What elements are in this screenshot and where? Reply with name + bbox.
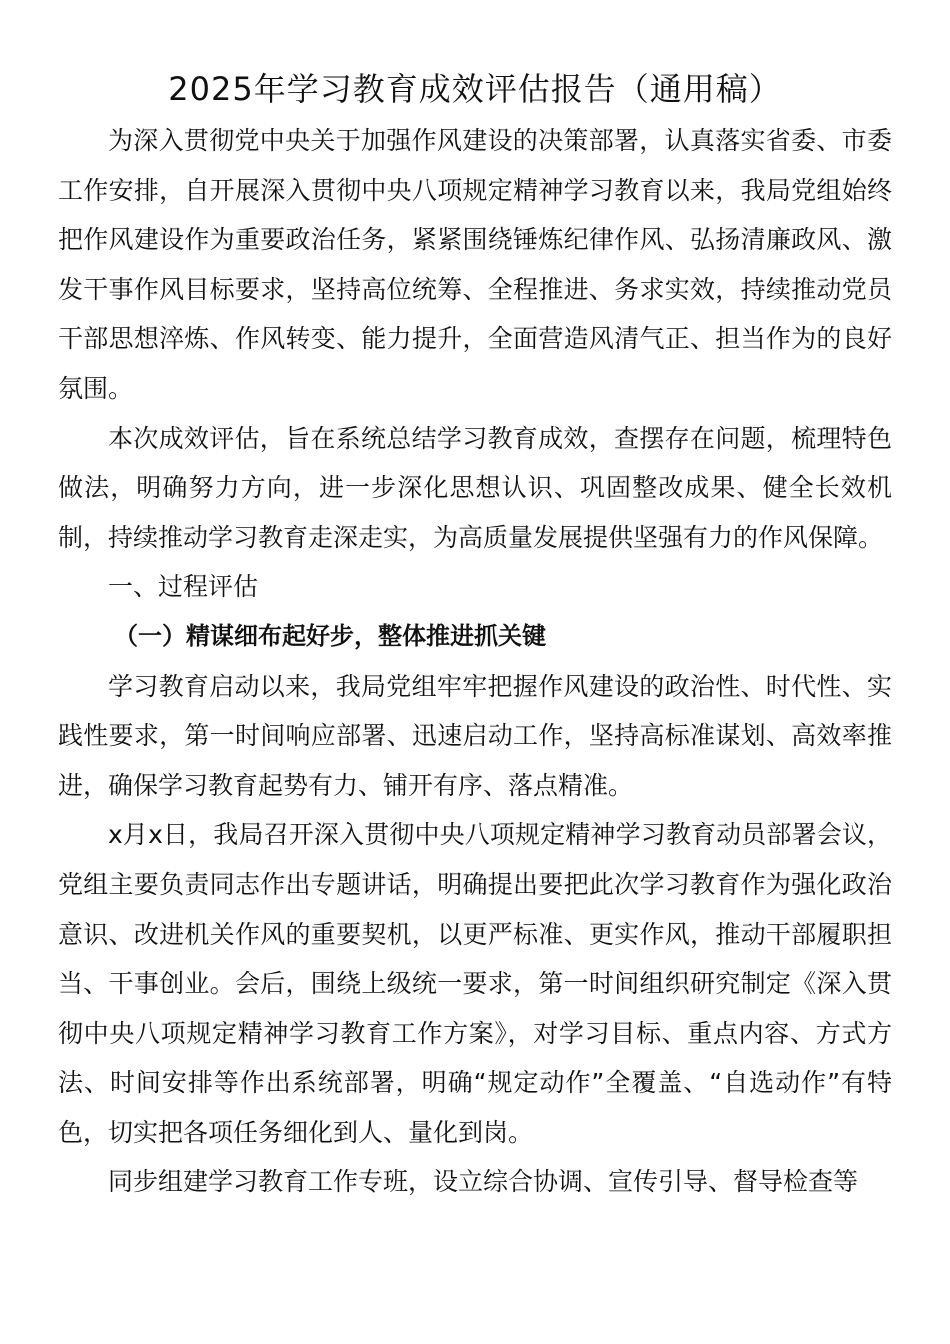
document-page: [58, 62, 892, 1207]
section-heading: 一、过程评估: [108, 572, 259, 602]
body-paragraph-3: 同步组建学习教育工作专班，设立综合协调、宣传引导、督导检查等: [108, 1167, 859, 1197]
body-paragraph-1: 学习教育启动以来，我局党组牢牢把握作风建设的政治性、时代性、实践性要求，第一时间响应部署、迅速启动工作，坚持高标准谋划、高效率推进，确保学习教育起势有力、铺开有序、落点精准。: [58, 671, 892, 800]
body-paragraph-2: x月x日，我局召开深入贯彻中央八项规定精神学习教育动员部署会议，党组主要负责同志作出专题讲话，明确提出要把此次学习教育作为强化政治意识、改进机关作风的重要契机，以更严标准、更实作风，推动干部履职担当、干事创业。会后，围绕上级统一要求，第一时间组织研究制定《深入贯彻中央八项规定精神学习教育工作方案》，对学习目标、重点内容、方式方法、时间安排等作出系统部署，明确“规定动作”全覆盖、“自选动作”有特色，切实把各项任务细化到人、量化到岗。: [58, 820, 892, 1147]
intro-paragraph-2: 本次成效评估，旨在系统总结学习教育成效，查摆存在问题，梳理特色做法，明确努力方向，进一步深化思想认识、巩固整改成果、健全长效机制，持续推动学习教育走深走实，为高质量发展提供坚强有力的作风保障。: [58, 423, 892, 552]
subsection-heading: （一）精谋细布起好步，整体推进抓关键: [114, 621, 546, 650]
document-title: 2025年学习教育成效评估报告（通用稿）: [168, 70, 782, 108]
intro-paragraph-1: 为深入贯彻党中央关于加强作风建设的决策部署，认真落实省委、市委工作安排，自开展深入贯彻中央八项规定精神学习教育以来，我局党组始终把作风建设作为重要政治任务，紧紧围绕锤炼纪律作风、弘扬清廉政风、激发干事作风目标要求，坚持高位统筹、全程推进、务求实效，持续推动党员干部思想淬炼、作风转变、能力提升，全面营造风清气正、担当作为的良好氛围。: [58, 126, 892, 403]
